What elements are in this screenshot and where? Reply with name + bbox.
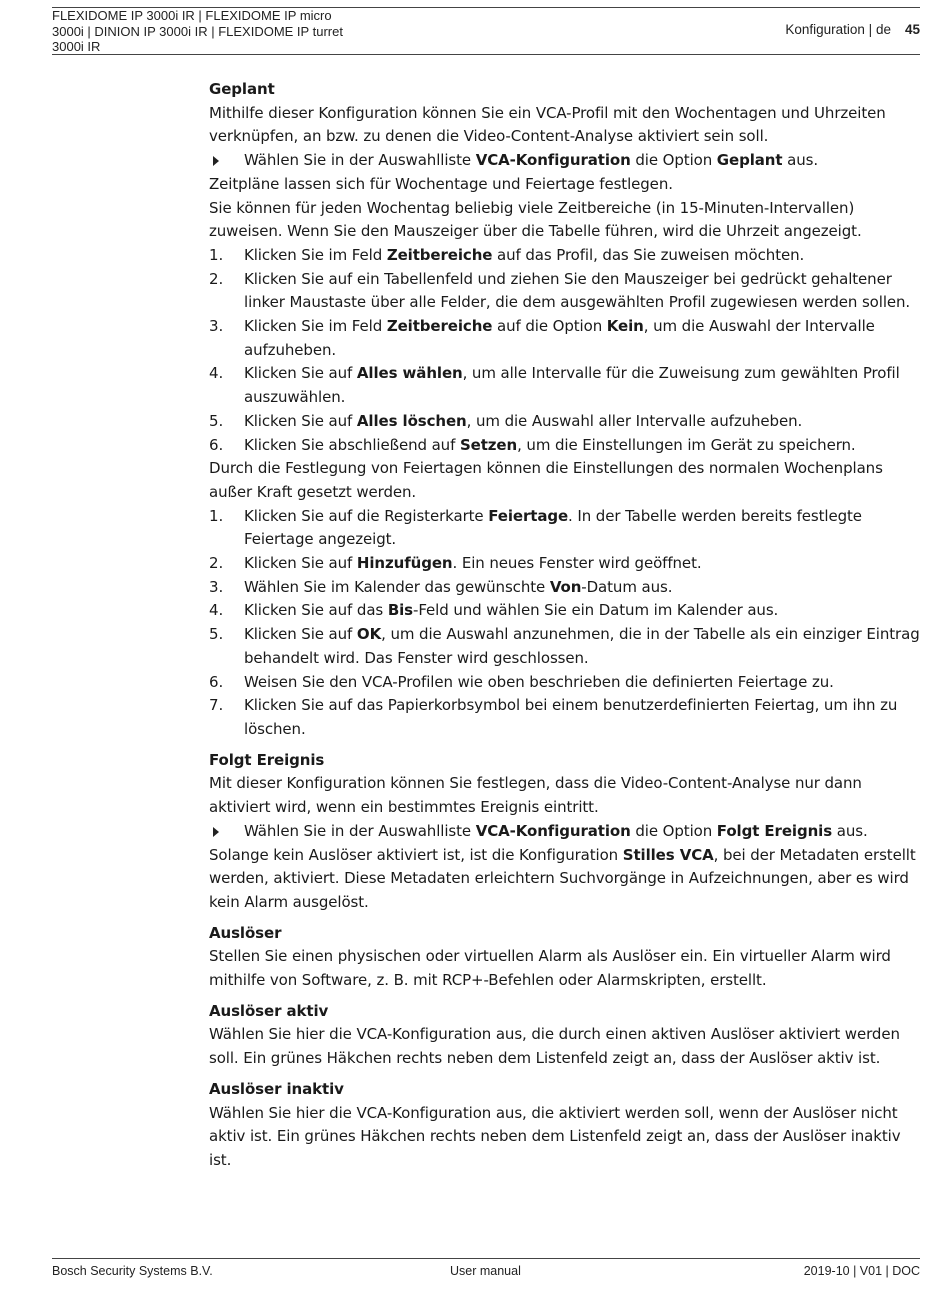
header-line-2: 3000i | DINION IP 3000i IR | FLEXIDOME IP turret (52, 23, 343, 39)
ausloeser-text: Stellen Sie einen physischen oder virtuellen Alarm als Auslöser ein. Ein virtueller Alarm wird mithilfe von Software, z. B. mit RCP+-Befehlen oder Alarmskripten, erstellt. (209, 947, 891, 990)
footer-rule (52, 1258, 920, 1259)
list-item: 4. Klicken Sie auf Alles wählen, um alle Intervalle für die Zuweisung zum gewählten Profil auszuwählen. (209, 364, 900, 407)
list-item: 6. Weisen Sie den VCA-Profilen wie oben beschrieben die definierten Feiertage zu. (209, 672, 834, 691)
list-item: 5. Klicken Sie auf OK, um die Auswahl anzunehmen, die in der Tabelle als ein einziger Eintrag behandelt wird. Das Fenster wird geschlossen. (209, 625, 920, 667)
list-item: 2. Klicken Sie auf Hinzufügen. Ein neues Fenster wird geöffnet. (209, 554, 702, 573)
header-line-3: 3000i IR (52, 39, 101, 54)
folgt-bullet: Wählen Sie in der Auswahlliste VCA-Konfiguration die Option Folgt Ereignis aus. (209, 820, 923, 844)
page-content (209, 78, 923, 1173)
geplant-p2: Sie können für jeden Wochentag beliebig viele Zeitbereiche (in 15-Minuten-Intervallen) zuweisen. Wenn Sie den Mauszeiger über die Tabelle führen, wird die Uhrzeit angezeigt. (209, 198, 862, 241)
list-item: 1. Klicken Sie im Feld Zeitbereiche auf das Profil, das Sie zuweisen möchten. (209, 245, 805, 264)
geplant-bullet: Wählen Sie in der Auswahlliste VCA-Konfiguration die Option Geplant aus. (209, 149, 923, 173)
ausloeser-aktiv-text: Wählen Sie hier die VCA-Konfiguration aus, die durch einen aktiven Auslöser aktiviert werden soll. Ein grünes Häkchen rechts neben dem Listenfeld zeigt an, dass der Auslöser aktiv ist. (209, 1025, 900, 1068)
page-number: 45 (904, 22, 920, 37)
footer-doc-type: User manual (450, 1264, 521, 1278)
list-item: 4. Klicken Sie auf das Bis-Feld und wählen Sie ein Datum im Kalender aus. (209, 601, 779, 620)
list-item: 6. Klicken Sie abschließend auf Setzen, um die Einstellungen im Gerät zu speichern. (209, 435, 856, 454)
heading-ausloeser-inaktiv: Auslöser inaktiv (209, 1079, 344, 1098)
heading-ausloeser-aktiv: Auslöser aktiv (209, 1001, 329, 1020)
footer-company: Bosch Security Systems B.V. (52, 1264, 213, 1278)
list-item: 1. Klicken Sie auf die Registerkarte Feiertage. In der Tabelle werden bereits festlegte Feiertage angezeigt. (209, 506, 862, 549)
footer-version: 2019-10 | V01 | DOC (803, 1264, 920, 1278)
header-section-label: Konfiguration | de (785, 22, 891, 37)
heading-ausloeser: Auslöser (209, 923, 282, 942)
arrow-right-icon (213, 827, 219, 837)
ausloeser-inaktiv-text: Wählen Sie hier die VCA-Konfiguration aus, die aktiviert werden soll, wenn der Auslöser nicht aktiv ist. Ein grünes Häkchen rechts neben dem Listenfeld zeigt an, dass der Auslöser inaktiv ist. (209, 1103, 901, 1169)
list-item: 3. Klicken Sie im Feld Zeitbereiche auf die Option Kein, um die Auswahl der Intervalle aufzuheben. (209, 317, 875, 359)
geplant-p1: Zeitpläne lassen sich für Wochentage und Feiertage festlegen. (209, 174, 673, 193)
folgt-intro: Mit dieser Konfiguration können Sie festlegen, dass die Video-Content-Analyse nur dann aktiviert wird, wenn ein bestimmtes Ereignis eintritt. (209, 774, 862, 817)
header-product-names (52, 8, 452, 55)
list-item: 3. Wählen Sie im Kalender das gewünschte Von-Datum aus. (209, 577, 673, 596)
list-item: 2. Klicken Sie auf ein Tabellenfeld und ziehen Sie den Mauszeiger bei gedrückt gehaltener linker Maustaste über alle Felder, die dem ausgewählten Profil zugewiesen werden sollen. (209, 269, 911, 312)
header-line-1: FLEXIDOME IP 3000i IR | FLEXIDOME IP micro (52, 8, 332, 23)
list-item: 5. Klicken Sie auf Alles löschen, um die Auswahl aller Intervalle aufzuheben. (209, 411, 803, 430)
folgt-p1: Solange kein Auslöser aktiviert ist, ist die Konfiguration Stilles VCA, bei der Metadaten erstellt werden, aktiviert. Diese Metadaten erleichtern Suchvorgänge in Aufzeichnungen, aber es wird kein Alarm ausgelöst. (209, 845, 916, 911)
geplant-p3: Durch die Festlegung von Feiertagen können die Einstellungen des normalen Wochenplans außer Kraft gesetzt werden. (209, 459, 883, 501)
header-bottom-rule (52, 54, 920, 55)
header-section (785, 22, 920, 37)
arrow-right-icon (213, 156, 219, 166)
list-item: 7. Klicken Sie auf das Papierkorbsymbol bei einem benutzerdefinierten Feiertag, um ihn zu löschen. (209, 696, 898, 738)
heading-folgt-ereignis: Folgt Ereignis (209, 750, 325, 769)
heading-geplant: Geplant (209, 80, 275, 98)
geplant-intro: Mithilfe dieser Konfiguration können Sie ein VCA-Profil mit den Wochentagen und Uhrzeiten verknüpfen, an bzw. zu denen die Video-Content-Analyse aktiviert sein soll. (209, 103, 886, 146)
